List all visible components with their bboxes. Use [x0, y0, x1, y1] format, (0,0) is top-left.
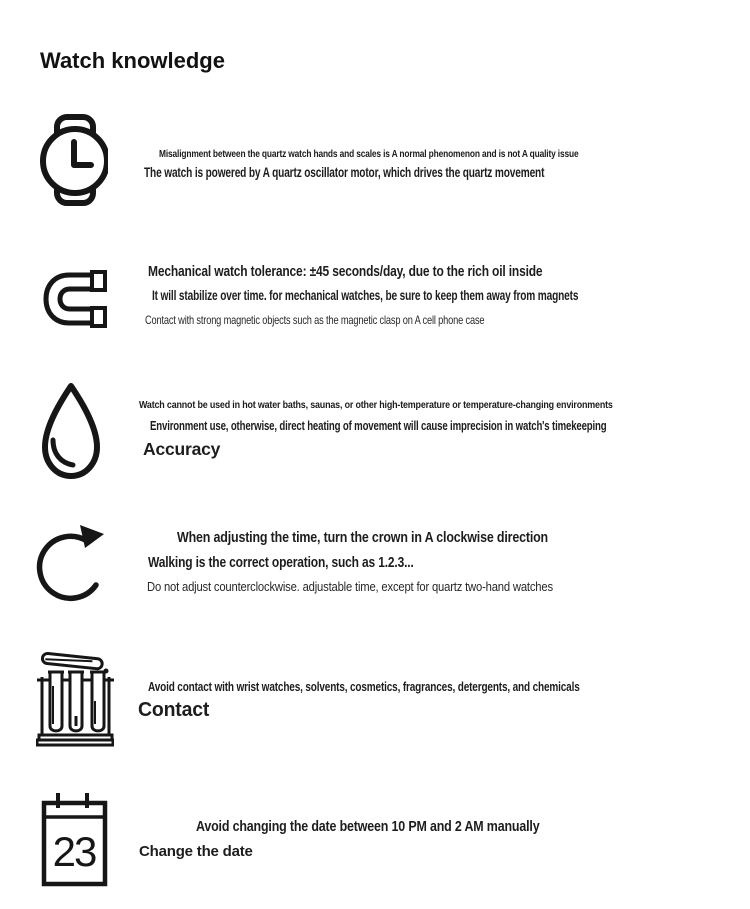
test-tubes-icon — [36, 644, 114, 747]
section-heading: Accuracy — [143, 439, 221, 459]
calendar-date: 23 — [52, 828, 96, 875]
clockwise-arrow-icon — [34, 519, 110, 607]
section-text-line: Do not adjust counterclockwise. adjustable time, except for quartz two-hand watches — [147, 580, 553, 594]
page-title: Watch knowledge — [40, 47, 225, 73]
section-text-line: Walking is the correct operation, such as 1.2.3... — [148, 554, 414, 571]
section-text-line: Change the date — [139, 843, 253, 860]
section-text-line: Misalignment between the quartz watch hands and scales is A normal phenomenon and is not A quality issue — [159, 148, 579, 160]
section-text-line: Mechanical watch tolerance: ±45 seconds/day, due to the rich oil inside — [148, 263, 543, 280]
section-text-line: Contact with strong magnetic objects such as the magnetic clasp on A cell phone case — [145, 313, 485, 327]
calendar-icon — [41, 791, 108, 887]
magnet-icon — [42, 270, 108, 328]
section-text-line: It will stabilize over time. for mechanical watches, be sure to keep them away from magnets — [152, 288, 579, 303]
section-text-line: When adjusting the time, turn the crown in A clockwise direction — [177, 529, 548, 546]
water-drop-icon — [38, 381, 104, 482]
watch-icon — [38, 111, 108, 209]
section-heading: Contact — [138, 698, 210, 721]
section-text-line: The watch is powered by A quartz oscillator motor, which drives the quartz movement — [144, 165, 545, 180]
section-text-line: Environment use, otherwise, direct heating of movement will cause imprecision in watch's timekeeping — [150, 419, 607, 433]
section-text-line: Avoid changing the date between 10 PM and 2 AM manually — [196, 818, 540, 835]
section-text-line: Avoid contact with wrist watches, solvents, cosmetics, fragrances, detergents, and chemicals — [148, 679, 580, 694]
section-text-line: Watch cannot be used in hot water baths, saunas, or other high-temperature or temperature-changing environments — [139, 399, 613, 411]
